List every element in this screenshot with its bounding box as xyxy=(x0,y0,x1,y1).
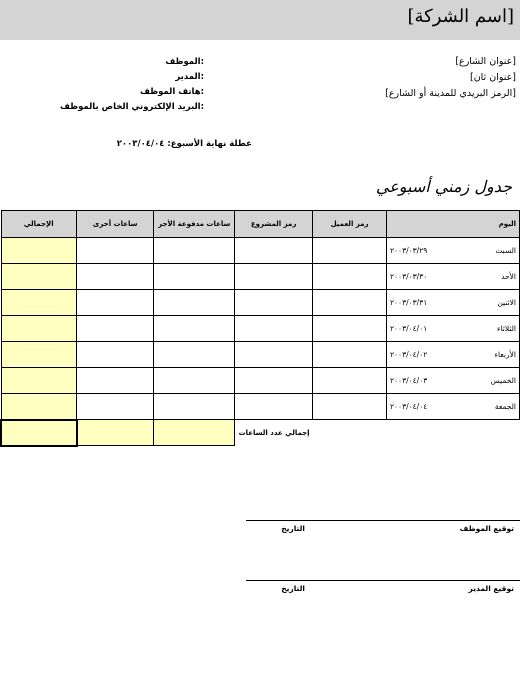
total-cell xyxy=(1,290,77,316)
project-code-cell[interactable] xyxy=(235,394,313,420)
project-code-cell[interactable] xyxy=(235,264,313,290)
day-cell xyxy=(386,368,519,394)
other-hours-cell[interactable] xyxy=(77,264,154,290)
manager-label: المدير: xyxy=(175,72,204,82)
employee-signature-label: توقيع الموظف xyxy=(459,524,514,533)
project-code-cell[interactable] xyxy=(235,238,313,264)
employee-email-label: البريد الإلكتروني الخاص بالموظف: xyxy=(59,102,204,112)
client-code-cell[interactable] xyxy=(313,394,387,420)
grand-total xyxy=(1,420,77,446)
page-title: جدول زمني أسبوعي xyxy=(375,177,512,196)
table-row xyxy=(1,368,520,394)
paid-hours-cell[interactable] xyxy=(154,290,235,316)
paid-hours-cell[interactable] xyxy=(154,368,235,394)
table-row xyxy=(1,264,520,290)
day-cell xyxy=(386,342,519,368)
total-cell xyxy=(1,316,77,342)
header-other-hours: ساعات أخرى xyxy=(77,211,154,238)
address-line2: [عنوان ثان] xyxy=(469,72,516,83)
project-code-cell[interactable] xyxy=(235,368,313,394)
client-code-cell[interactable] xyxy=(313,238,387,264)
project-code-cell[interactable] xyxy=(235,316,313,342)
day-cell xyxy=(386,290,519,316)
total-hours-row xyxy=(1,420,520,446)
day-name: الاثنين xyxy=(497,298,516,307)
paid-hours-cell[interactable] xyxy=(154,342,235,368)
day-date: ٢٠٠٣/٠٤/٠٤ xyxy=(389,402,428,411)
table-row xyxy=(1,238,520,264)
day-cell xyxy=(386,316,519,342)
paid-hours-cell[interactable] xyxy=(154,238,235,264)
employee-signature-line xyxy=(246,520,520,521)
day-date: ٢٠٠٣/٠٤/٠٢ xyxy=(389,350,428,359)
header-day: اليوم xyxy=(386,211,519,238)
total-hours-label: إجمالي عدد الساعات xyxy=(235,420,313,446)
other-hours-total xyxy=(77,420,154,446)
table-row xyxy=(1,394,520,420)
other-hours-cell[interactable] xyxy=(77,316,154,342)
header-paid-hours: ساعات مدفوعة الأجر xyxy=(154,211,235,238)
client-code-cell[interactable] xyxy=(313,342,387,368)
paid-hours-cell[interactable] xyxy=(154,394,235,420)
company-name: [اسم الشركة] xyxy=(407,6,514,27)
total-cell xyxy=(1,368,77,394)
manager-date-label: التاريخ xyxy=(281,584,305,593)
paid-hours-cell[interactable] xyxy=(154,316,235,342)
day-date: ٢٠٠٣/٠٣/٣٠ xyxy=(389,272,428,281)
header-client-code: رمز العميل xyxy=(313,211,387,238)
day-date: ٢٠٠٣/٠٣/٣١ xyxy=(389,298,428,307)
project-code-cell[interactable] xyxy=(235,290,313,316)
other-hours-cell[interactable] xyxy=(77,290,154,316)
day-cell xyxy=(386,238,519,264)
paid-hours-cell[interactable] xyxy=(154,264,235,290)
day-name: الأحد xyxy=(501,272,516,281)
paid-hours-total xyxy=(154,420,235,446)
total-cell xyxy=(1,342,77,368)
table-row xyxy=(1,290,520,316)
total-cell xyxy=(1,238,77,264)
project-code-cell[interactable] xyxy=(235,342,313,368)
header-total: الإجمالي xyxy=(1,211,77,238)
day-name: الجمعة xyxy=(494,402,516,411)
employee-date-label: التاريخ xyxy=(281,524,305,533)
table-header-row xyxy=(1,211,520,238)
day-name: الخميس xyxy=(490,376,516,385)
client-code-cell[interactable] xyxy=(313,316,387,342)
day-date: ٢٠٠٣/٠٤/٠٣ xyxy=(389,376,428,385)
day-date: ٢٠٠٣/٠٤/٠١ xyxy=(389,324,428,333)
client-code-cell[interactable] xyxy=(313,264,387,290)
manager-signature-line xyxy=(246,580,520,581)
day-cell xyxy=(386,394,519,420)
table-row xyxy=(1,316,520,342)
day-name: الثلاثاء xyxy=(496,324,516,333)
manager-signature-label: توقيع المدير xyxy=(468,584,514,593)
client-code-cell[interactable] xyxy=(313,290,387,316)
employee-label: الموظف: xyxy=(165,57,204,67)
other-hours-cell[interactable] xyxy=(77,368,154,394)
week-ending: عطلة نهاية الأسبوع: ٢٠٠٣/٠٤/٠٤ xyxy=(116,139,252,149)
total-cell xyxy=(1,394,77,420)
other-hours-cell[interactable] xyxy=(77,238,154,264)
address-street: [عنوان الشارع] xyxy=(455,56,516,67)
header-project-code: رمز المشروع xyxy=(235,211,313,238)
timesheet-table xyxy=(0,210,520,447)
day-cell xyxy=(386,264,519,290)
table-row xyxy=(1,342,520,368)
other-hours-cell[interactable] xyxy=(77,342,154,368)
other-hours-cell[interactable] xyxy=(77,394,154,420)
day-date: ٢٠٠٣/٠٣/٢٩ xyxy=(389,246,428,255)
employee-phone-label: هاتف الموظف: xyxy=(139,87,204,97)
day-name: السبت xyxy=(495,246,516,255)
total-cell xyxy=(1,264,77,290)
client-code-cell[interactable] xyxy=(313,368,387,394)
address-city-zip: [الرمز البريدي للمدينة أو الشارع] xyxy=(385,88,516,99)
day-name: الأربعاء xyxy=(494,350,516,359)
